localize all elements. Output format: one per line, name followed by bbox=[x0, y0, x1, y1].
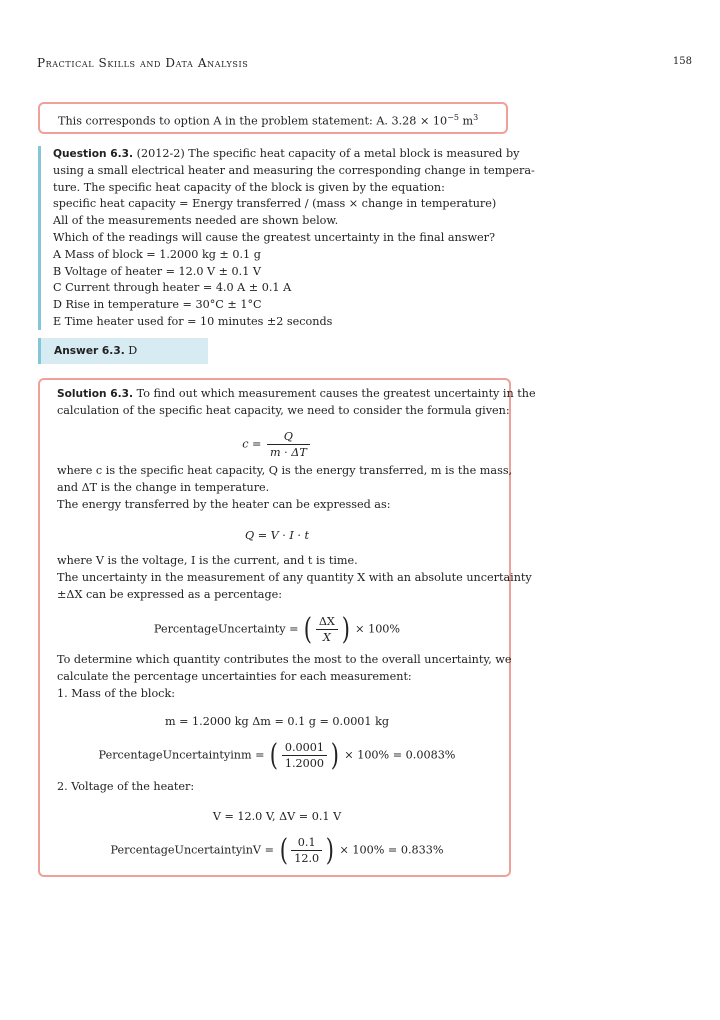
energy-text: The energy transferred by the heater can be expressed as: bbox=[57, 497, 391, 511]
option-d: D Rise in temperature = 30°C ± 1°C bbox=[53, 298, 262, 312]
question-line: ture. The specific heat capacity of the block is given by the equation: bbox=[53, 180, 445, 194]
page-header bbox=[37, 56, 692, 72]
option-a: A Mass of block = 1.2000 kg ± 0.1 g bbox=[53, 247, 261, 261]
variable-definitions: where c is the specific heat capacity, Q is the energy transferred, m is the mass, bbox=[57, 464, 513, 477]
option-c: C Current through heater = 4.0 A ± 0.1 A bbox=[53, 281, 292, 295]
question-label: Question 6.3. bbox=[53, 148, 134, 160]
item-voltage: 2. Voltage of the heater: bbox=[57, 780, 195, 793]
option-e: E Time heater used for = 10 minutes ±2 seconds bbox=[53, 314, 333, 328]
answer-value: D bbox=[124, 344, 138, 357]
equation-mass-uncertainty: PercentageUncertaintyinm = ( $\frac{0.0001}{1.2000}$ ) × 100% = 0.0083% bbox=[98, 737, 456, 773]
equation-energy: Q = V · I · t bbox=[245, 529, 309, 542]
equation-mass-values: m = 1.2000 kg Δm = 0.1 g = 0.0001 kg bbox=[164, 715, 390, 728]
uncertainty-text: The uncertainty in the measurement of any quantity X with an absolute uncertainty bbox=[57, 570, 532, 584]
variable-definitions-2: and ΔT is the change in temperature. bbox=[57, 480, 270, 494]
equation-specific-heat: c = $\frac{Q}{m \cdot \Delta T}$ bbox=[57, 429, 497, 460]
solution-intro: Solution 6.3. To find out which measurement causes the greatest uncertainty in the bbox=[57, 387, 536, 400]
question-line: specific heat capacity = Energy transferred / (mass × change in temperature) bbox=[53, 197, 497, 211]
equation-voltage-values: V = 12.0 V, ΔV = 0.1 V bbox=[212, 810, 342, 823]
solution-intro-2: calculation of the specific heat capacity, we need to consider the formula given: bbox=[57, 403, 510, 417]
solution-label: Solution 6.3. bbox=[57, 388, 134, 400]
question-line: using a small electrical heater and measuring the corresponding change in tempera- bbox=[53, 163, 535, 177]
answer-block bbox=[38, 338, 208, 364]
result-box bbox=[38, 102, 508, 134]
answer-label: Answer 6.3. bbox=[54, 345, 125, 357]
equation-voltage-uncertainty: PercentageUncertaintyinV = ( $\frac{0.1}{12.0}$ ) × 100% = 0.833% bbox=[110, 832, 444, 868]
result-text: This corresponds to option A in the problem statement: A. $3.28 \times 10^{-5}$ $m^3$ bbox=[58, 113, 479, 128]
page-number: 158 bbox=[672, 56, 692, 67]
question-line: All of the measurements needed are shown below. bbox=[53, 214, 339, 228]
option-b: B Voltage of heater = 12.0 V ± 0.1 V bbox=[53, 264, 261, 278]
running-title: Practical Skills and Data Analysis bbox=[37, 56, 249, 70]
uncertainty-text-2: ±ΔX can be expressed as a percentage: bbox=[57, 587, 283, 601]
determine-text-2: calculate the percentage uncertainties for each measurement: bbox=[57, 669, 412, 683]
solution-box bbox=[38, 378, 536, 877]
question-line: Which of the readings will cause the greatest uncertainty in the final answer? bbox=[53, 230, 495, 244]
item-mass: 1. Mass of the block: bbox=[57, 686, 175, 700]
determine-text: To determine which quantity contributes the most to the overall uncertainty, we bbox=[57, 653, 512, 666]
energy-variables: where V is the voltage, I is the current, and t is time. bbox=[57, 554, 358, 567]
question-block bbox=[38, 146, 535, 330]
equation-percentage-uncertainty: PercentageUncertainty = ( $\frac{\Delta X}{X}$ ) × 100% bbox=[153, 611, 401, 647]
question-line: Question 6.3. (2012-2) The specific heat capacity of a metal block is measured by bbox=[53, 147, 520, 160]
